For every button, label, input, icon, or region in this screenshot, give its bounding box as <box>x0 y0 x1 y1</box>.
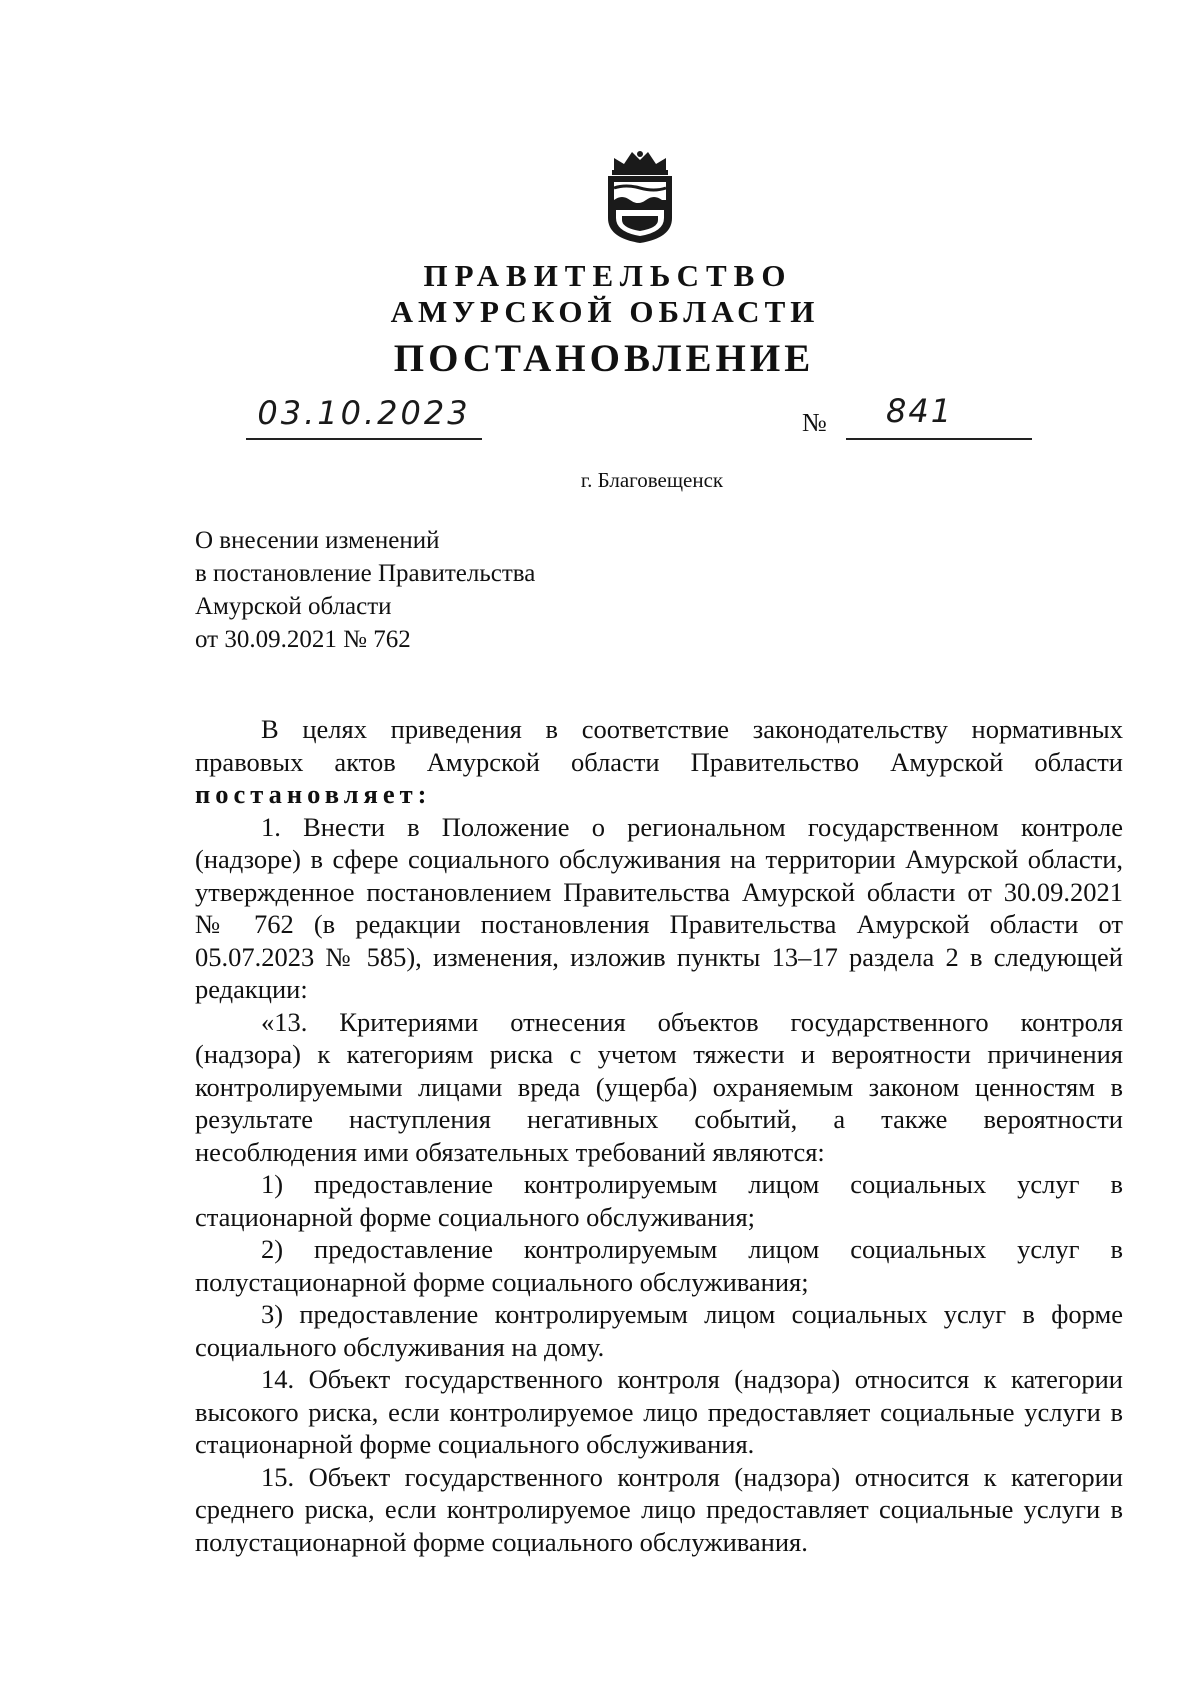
subject-line: от 30.09.2021 № 762 <box>195 626 411 653</box>
subject-line: О внесении изменений <box>195 527 440 554</box>
coat-of-arms-icon <box>600 148 680 244</box>
body-line: 05.07.2023 № 585), изменения, изложив пункты 13–17 раздела 2 в следующей <box>195 941 1123 972</box>
resolves-word: постановляет: <box>195 779 432 809</box>
body-line: контролируемыми лицами вреда (ущерба) охраняемым законом ценностям в <box>195 1071 1123 1102</box>
list-item-line: 2) предоставление контролируемым лицом социальных услуг в <box>261 1234 1123 1264</box>
body-line: среднего риска, если контролируемое лицо предоставляет социальные услуги в <box>195 1494 1123 1524</box>
body-line: правовых актов Амурской области Правительство Амурской области <box>195 746 1123 777</box>
subject-line: в постановление Правительства <box>195 560 536 587</box>
body-line: несоблюдения ими обязательных требований являются: <box>195 1136 825 1167</box>
document-type-heading: ПОСТАНОВЛЕНИЕ <box>393 337 815 380</box>
body-line: высокого риска, если контролируемое лицо предоставляет социальные услуги в <box>195 1396 1123 1427</box>
number-field <box>846 392 1032 440</box>
body-line: (надзора) к категориям риска с учетом тяжести и вероятности причинения <box>195 1039 1123 1069</box>
date-field <box>246 392 482 440</box>
body-line: стационарной форме социального обслуживания. <box>195 1429 755 1459</box>
document-body <box>195 713 1123 1558</box>
body-line: № 762 (в редакции постановления Правительства Амурской области от <box>195 909 1123 939</box>
body-line: полустационарной форме социального обслуживания. <box>195 1526 808 1557</box>
body-line: «13. Критериями отнесения объектов государственного контроля <box>261 1006 1123 1037</box>
body-line: 14. Объект государственного контроля (надзора) относится к категории <box>261 1364 1123 1394</box>
list-item-line: полустационарной форме социального обслуживания; <box>195 1266 809 1297</box>
handwritten-date: 03.10.2023 <box>257 394 471 432</box>
government-heading: ПРАВИТЕЛЬСТВО <box>423 258 793 293</box>
subject-line: Амурской области <box>195 593 392 620</box>
number-sign: № <box>802 408 827 437</box>
list-item-line: социального обслуживания на дому. <box>195 1331 605 1362</box>
body-line: 15. Объект государственного контроля (надзора) относится к категории <box>261 1461 1123 1492</box>
body-line: В целях приведения в соответствие законодательству нормативных <box>261 714 1123 744</box>
subject-block <box>195 524 535 656</box>
city-line: г. Благовещенск <box>580 468 724 492</box>
body-line: редакции: <box>195 974 308 1004</box>
body-line: (надзоре) в сфере социального обслуживания на территории Амурской области, <box>195 844 1123 874</box>
body-line: результате наступления негативных событий, а также вероятности <box>195 1104 1123 1134</box>
region-heading: АМУРСКОЙ ОБЛАСТИ <box>390 294 820 329</box>
list-item-line: стационарной форме социального обслуживания; <box>195 1201 756 1232</box>
list-item-line: 3) предоставление контролируемым лицом социальных услуг в форме <box>261 1299 1123 1329</box>
body-line: 1. Внести в Положение о региональном государственном контроле <box>261 811 1123 842</box>
body-line: утвержденное постановлением Правительства Амурской области от 30.09.2021 <box>195 876 1123 907</box>
list-item-line: 1) предоставление контролируемым лицом социальных услуг в <box>261 1169 1123 1199</box>
handwritten-number: 841 <box>886 392 954 430</box>
